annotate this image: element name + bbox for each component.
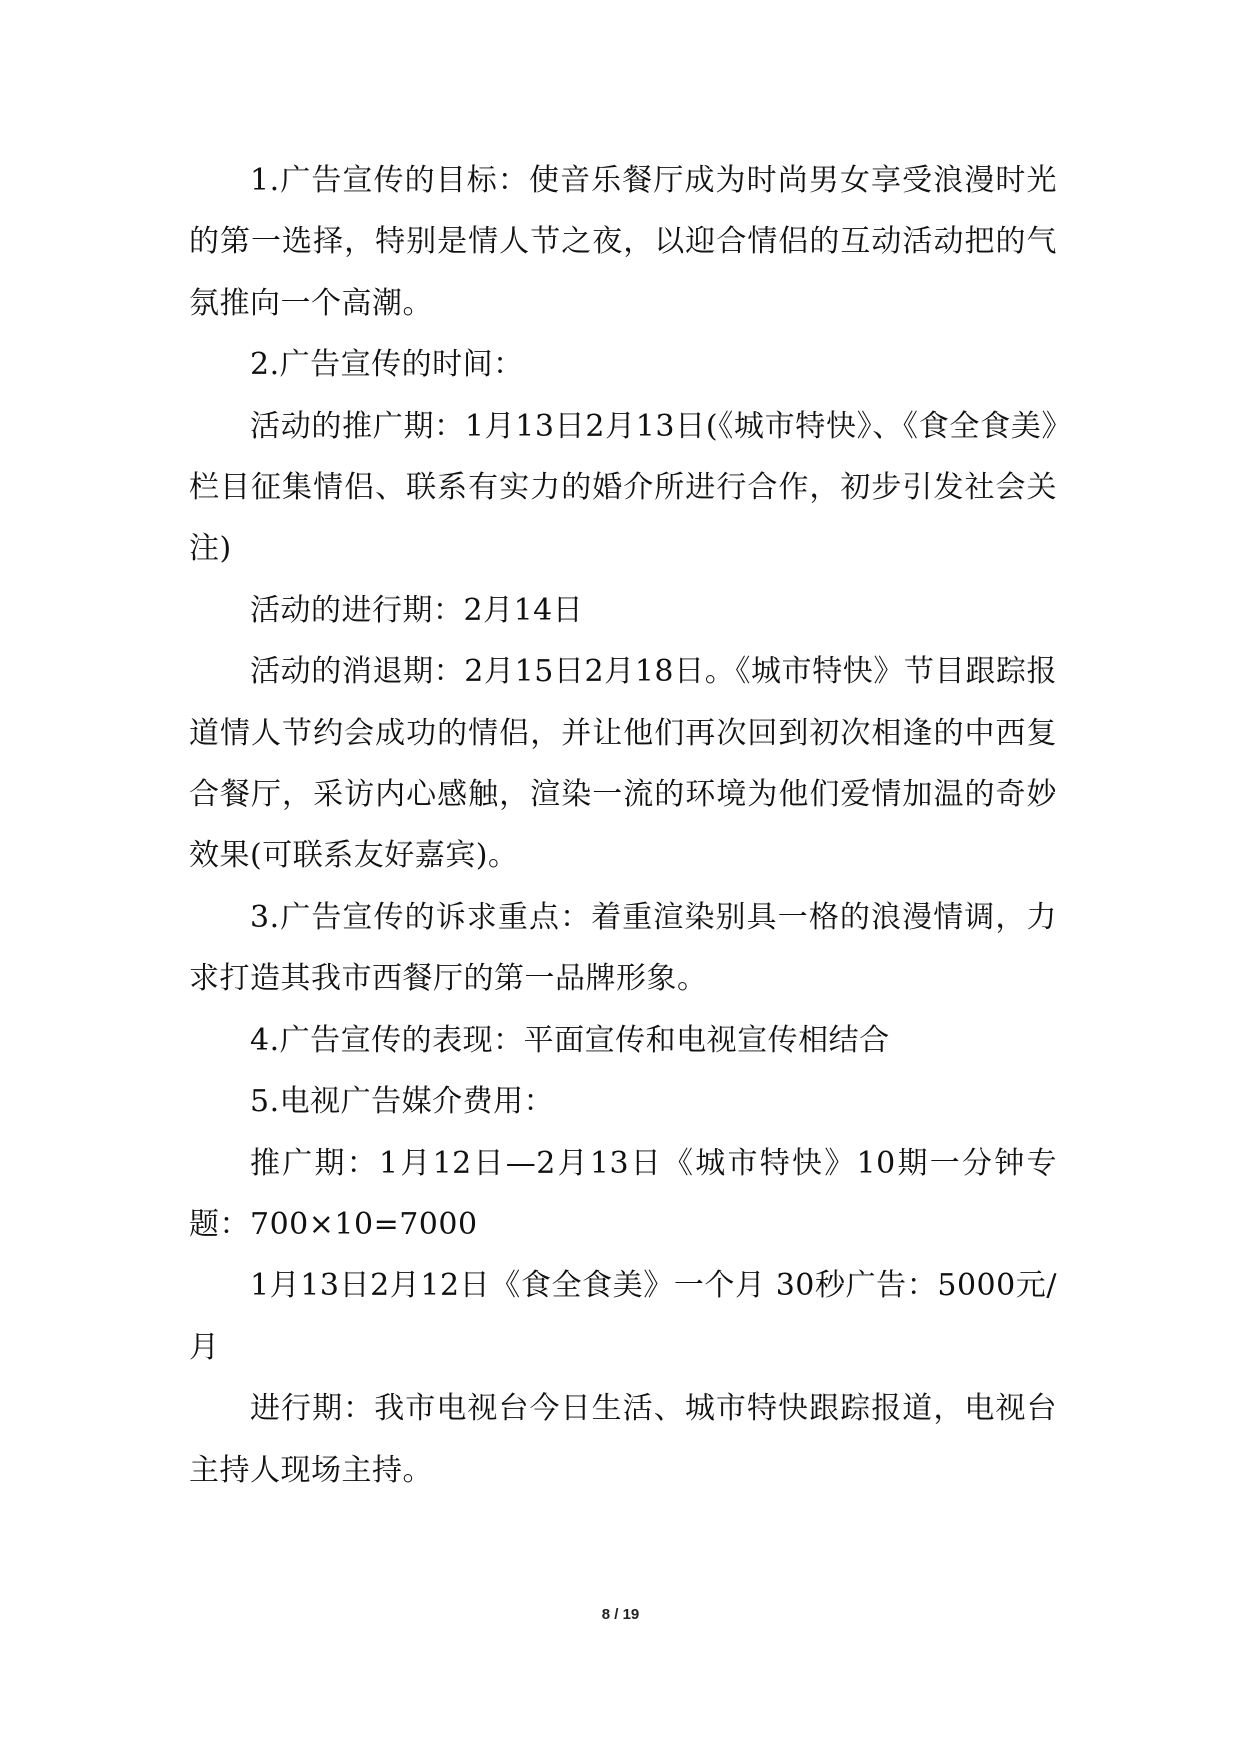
paragraph-execution-coverage: 进行期：我市电视台今日生活、城市特快跟踪报道，电视台主持人现场主持。 — [189, 1391, 1057, 1488]
paragraph-execution-period: 活动的进行期：2月14日 — [250, 592, 584, 628]
paragraph-fade-period: 活动的消退期：2月15日2月18日。《城市特快》节目跟踪报道情人节约会成功的情侣，并让他们再次回到初次相逢的中西复合餐厅，采访内心感触，渲染一流的环境为他们爱情加温的奇妙效果(可联系友好嘉宾)。 — [189, 654, 1057, 874]
paragraph-ad-timing-heading: 2.广告宣传的时间： — [250, 347, 524, 383]
paragraph-tv-media-cost-heading: 5.电视广告媒介费用： — [250, 1084, 555, 1120]
document-body — [189, 150, 1057, 1501]
paragraph-appeal-focus: 3.广告宣传的诉求重点：着重渲染别具一格的浪漫情调，力求打造其我市西餐厅的第一品牌形象。 — [189, 899, 1057, 997]
paragraph-ad-presentation: 4.广告宣传的表现：平面宣传和电视宣传相结合 — [250, 1022, 890, 1058]
page-number: 8 / 19 — [601, 1606, 640, 1623]
paragraph-monthly-ad-cost: 1月13日2月12日《食全食美》一个月 30秒广告：5000元/月 — [189, 1268, 1057, 1365]
paragraph-ad-goal: 1.广告宣传的目标：使音乐餐厅成为时尚男女享受浪漫时光的第一选择，特别是情人节之夜，以迎合情侣的互动活动把的气氛推向一个高潮。 — [189, 163, 1057, 321]
paragraph-promotion-period: 活动的推广期：1月13日2月13日(《城市特快》、《食全食美》栏目征集情侣、联系有实力的婚介所进行合作，初步引发社会关注) — [189, 408, 1057, 567]
paragraph-promotion-cost: 推广期：1月12日—2月13日《城市特快》10期一分钟专题：700×10=7000 — [189, 1145, 1057, 1242]
